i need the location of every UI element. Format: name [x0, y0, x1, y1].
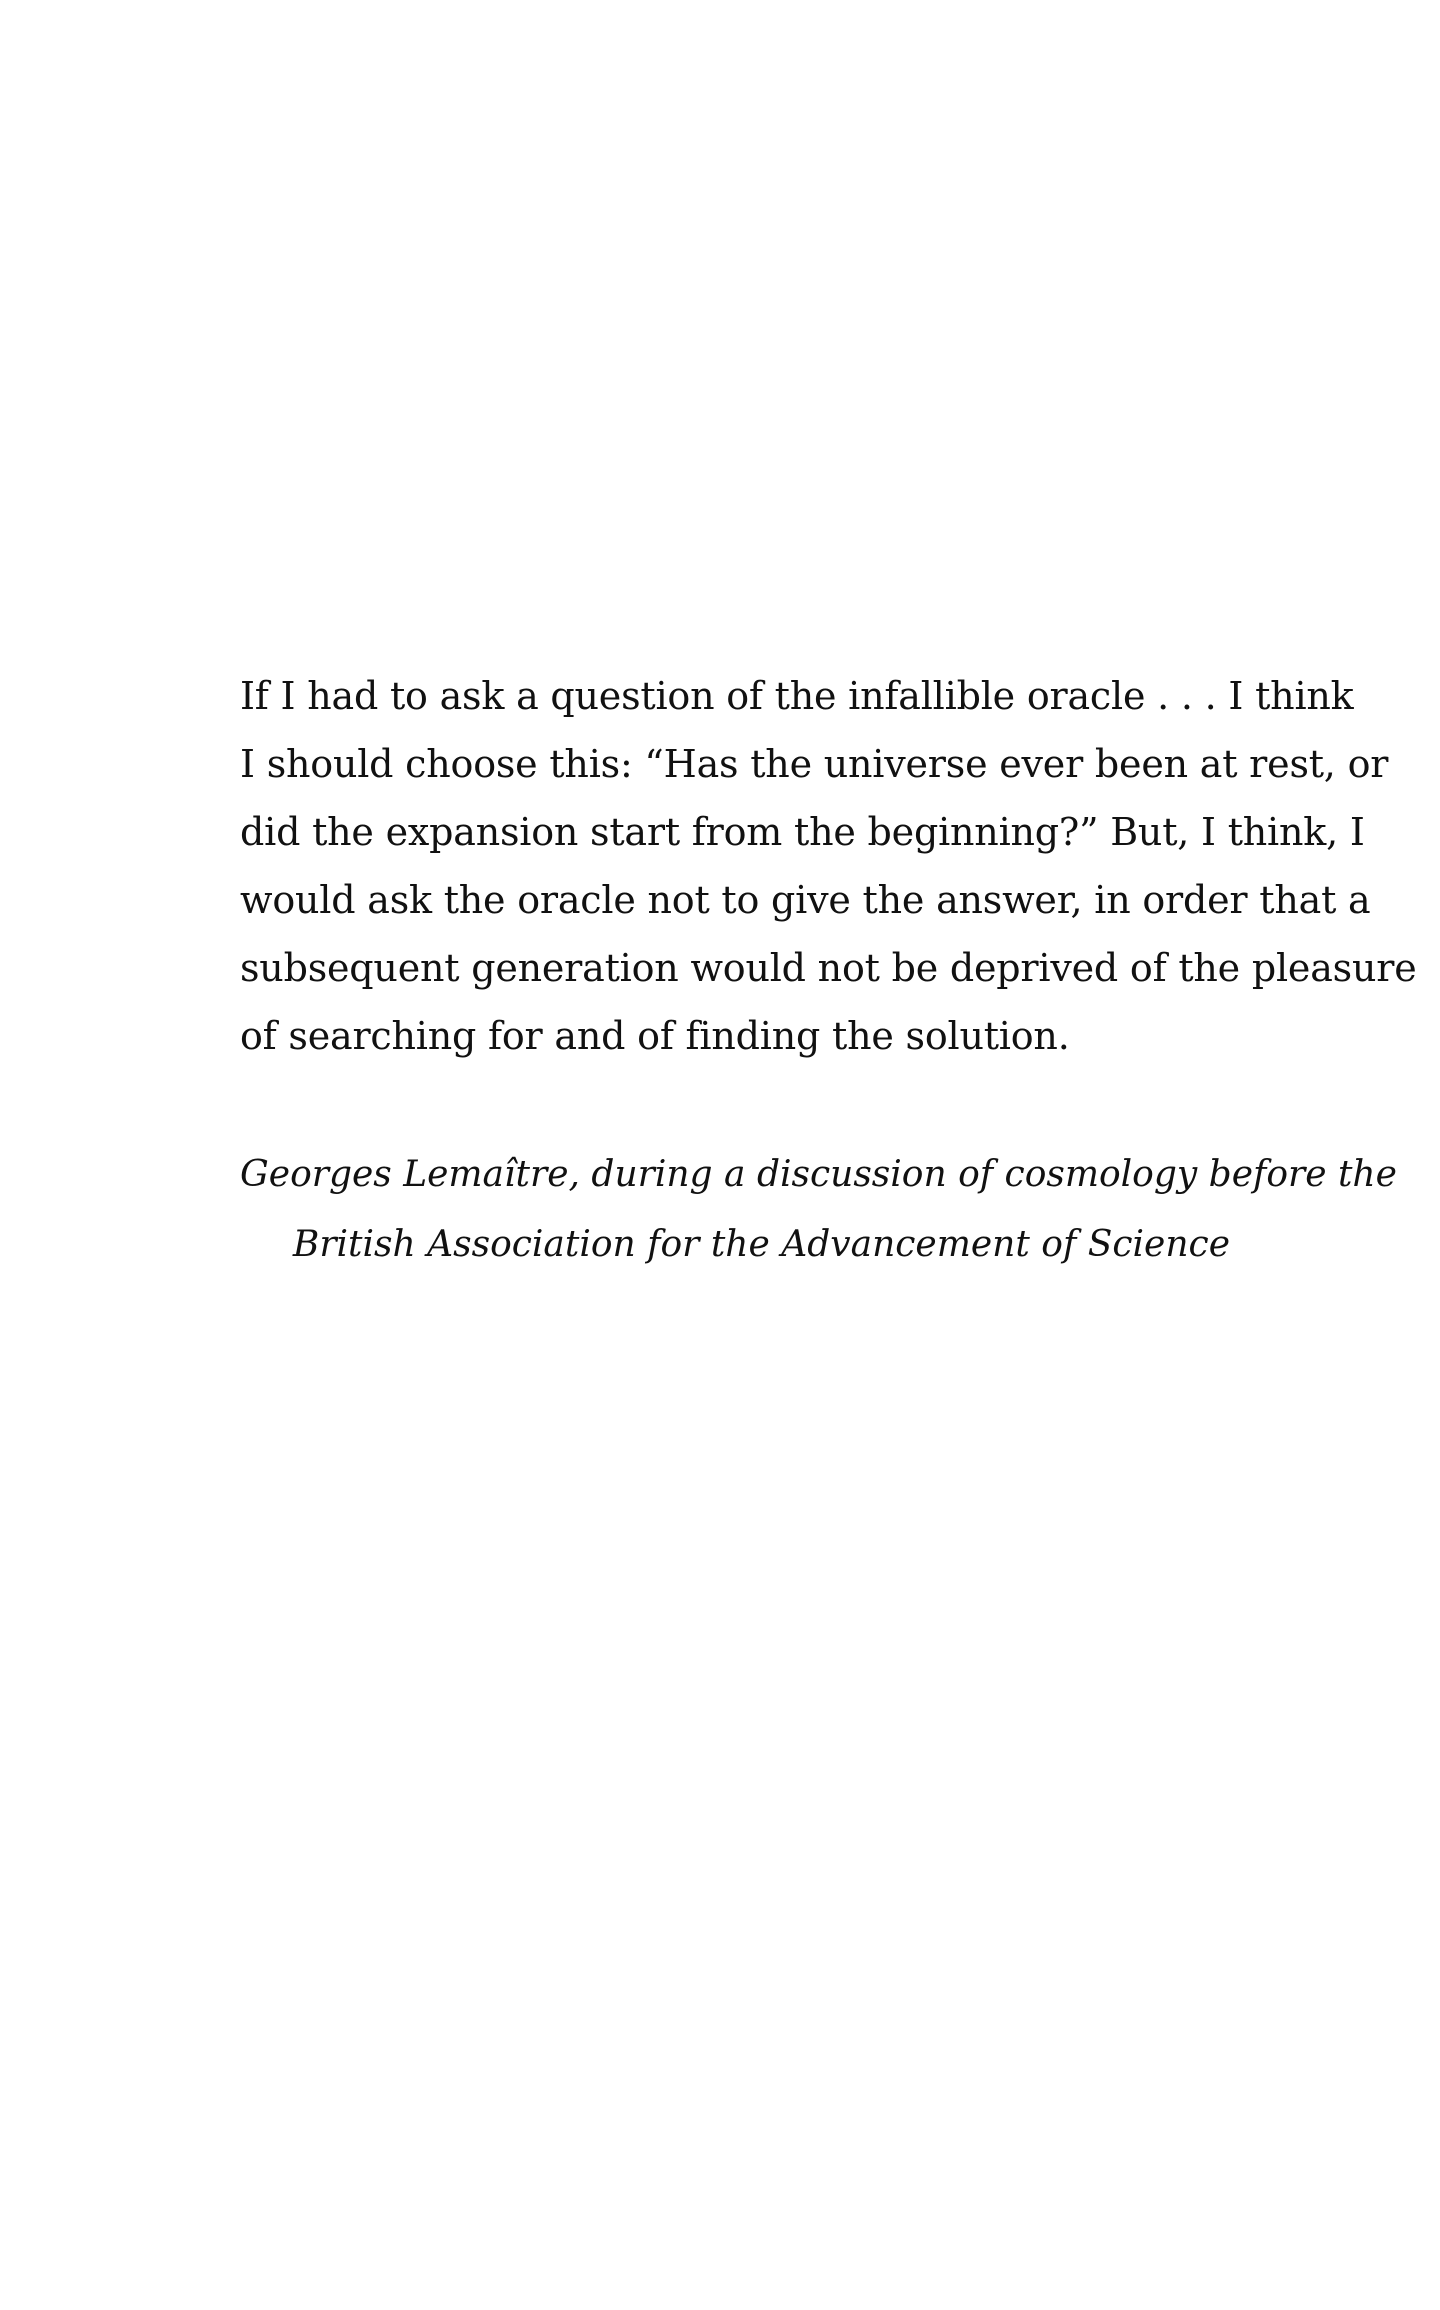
quote-line: of searching for and of finding the solution.: [240, 1014, 1070, 1058]
epigraph-attribution: [240, 1140, 1397, 1280]
quote-line: subsequent generation would not be deprived of the pleasure: [240, 946, 1417, 990]
quote-line: I should choose this: “Has the universe ever been at rest, or: [240, 742, 1389, 786]
attribution-line: British Association for the Advancement of Science: [292, 1224, 1230, 1265]
attribution-line: Georges Lemaître, during a discussion of cosmology before the: [240, 1154, 1397, 1195]
quote-line: If I had to ask a question of the infallible oracle . . . I think: [240, 674, 1354, 718]
quote-line: would ask the oracle not to give the answer, in order that a: [240, 878, 1371, 922]
quote-line: did the expansion start from the beginning?” But, I think, I: [240, 810, 1365, 854]
epigraph-quote: [240, 662, 1417, 1070]
epigraph: [240, 662, 1417, 1280]
